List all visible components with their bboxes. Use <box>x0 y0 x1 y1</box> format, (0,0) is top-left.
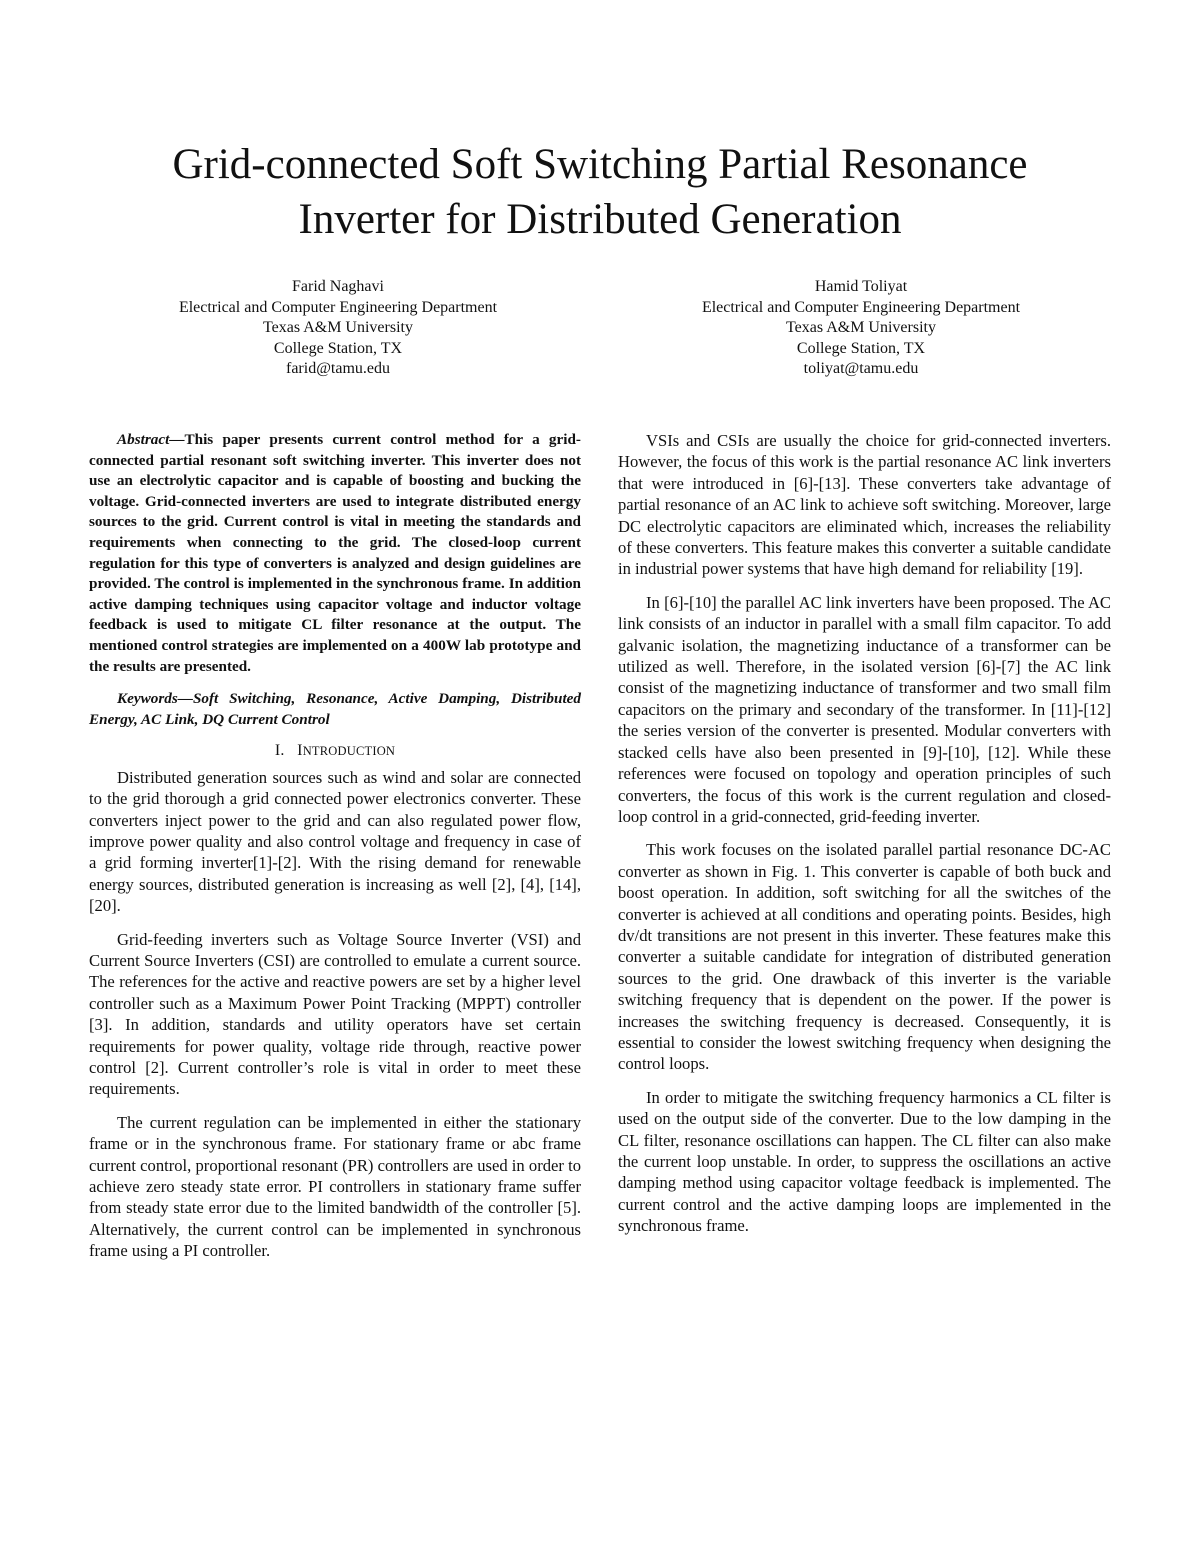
body-paragraph: The current regulation can be implemented in either the stationary frame or in the synchronous frame. For stationary frame or abc frame current control, proportional resonant (PR) controllers are used in order to achieve zero steady state error. PI controllers in stationary frame suffer from steady state error due to the limited bandwidth of the controller [5]. Alternatively, the current control can be implemented in synchronous frame using a PI controller. <box>89 1112 581 1261</box>
section-heading <box>89 740 581 762</box>
body-paragraph: Distributed generation sources such as wind and solar are connected to the grid thorough a grid connected power electronics converter. These converters inject power to the grid and can also regulated power flow, improve power quality and also control voltage and frequency in case of a grid forming inverter[1]-[2]. With the rising demand for renewable energy sources, distributed generation is increasing as well [2], [4], [14], [20]. <box>89 767 581 916</box>
author-university: Texas A&M University <box>263 319 413 336</box>
author-block-1 <box>58 277 618 380</box>
body-paragraph: VSIs and CSIs are usually the choice for grid-connected inverters. However, the focus of this work is the partial resonance AC link inverters that were introduced in [6]-[13]. These converters take advantage of partial resonance of an AC link to achieve soft switching. Moreover, large DC electrolytic capacitors are eliminated which, increases the reliability of these converters. This feature makes this converter a suitable candidate in industrial power systems that have high demand for reliability [19]. <box>618 431 1111 579</box>
author-name: Hamid Toliyat <box>814 278 908 295</box>
body-paragraph: In [6]-[10] the parallel AC link inverters have been proposed. The AC link consists of an inductor in parallel with a small film capacitor. To add galvanic isolation, the magnetizing inductance of a transformer can be utilized as well. Therefore, in the isolated version [6]-[7] the AC link consist of the magnetizing inductance of transformer and two small film capacitors on the primary and secondary of the transformer. In [11]-[12] the series version of the converter is presented. Modular converters with stacked cells have also been presented in [9]-[10], [12]. While these references were focused on topology and operation principles of such converters, the focus of this work is the current regulation and closed-loop control in a grid-connected, grid-feeding inverter. <box>618 592 1111 826</box>
abstract <box>89 430 581 677</box>
section-title-rest: NTRODUCTION <box>302 744 396 759</box>
keywords-text: Soft Switching, Resonance, Active Damping, Distributed Energy, AC Link, DQ Current Control <box>89 690 581 728</box>
author-name: Farid Naghavi <box>292 278 384 295</box>
title-line-1: Grid-connected Soft Switching Partial Resonance <box>172 140 1028 188</box>
author-location: College Station, TX <box>273 339 403 357</box>
author-department: Electrical and Computer Engineering Department <box>178 298 498 316</box>
author-email: toliyat@tamu.edu <box>803 360 919 377</box>
author-department: Electrical and Computer Engineering Department <box>701 298 1021 316</box>
abstract-text: This paper presents current control method for a grid-connected partial resonant soft switching inverter. This inverter does not use an electrolytic capacitor and is capable of boosting and bucking the voltage. Grid-connected inverters are used to integrate distributed energy sources to the grid. Current control is vital in meeting the standards and requirements when connecting to the grid. The closed-loop current regulation for this type of converters is analyzed and design guidelines are provided. The control is implemented in the synchronous frame. In addition active damping techniques using capacitor voltage and inductor voltage feedback is used to mitigate CL filter resonance at the output. The mentioned control strategies are implemented on a 400W lab prototype and the results are presented. <box>89 431 581 675</box>
body-paragraph: In order to mitigate the switching frequency harmonics a CL filter is used on the output side of the converter. Due to the low damping in the CL filter, resonance oscillations can happen. The CL filter can also make the current loop unstable. In order, to suppress the oscillations an active damping method using capacitor voltage feedback is implemented. The current control and the active damping loops are implemented in the synchronous frame. <box>618 1087 1111 1236</box>
author-email: farid@tamu.edu <box>285 360 391 377</box>
paper-title <box>60 137 1140 247</box>
body-paragraph: This work focuses on the isolated parallel partial resonance DC-AC converter as shown in Fig. 1. This converter is capable of both buck and boost operation. In addition, soft switching for all the switches of the converter is achieved at all conditions and operating points. Besides, high dv/dt transitions are not present in this inverter. These features make this converter a suitable candidate for integration of distributed generation sources to the grid. One drawback of this inverter is the variable switching frequency that is dependent on the power. If the power is increases the switching frequency is decreased. Consequently, it is essential to consider the lowest switching frequency when designing the control loops. <box>618 840 1111 1074</box>
left-column <box>89 430 581 1274</box>
section-number: I. <box>274 742 285 760</box>
abstract-label: Abstract— <box>117 431 185 448</box>
title-line-2: Inverter for Distributed Generation <box>298 195 902 243</box>
author-location: College Station, TX <box>796 339 926 357</box>
keywords <box>89 689 581 730</box>
body-paragraph: Grid-feeding inverters such as Voltage Source Inverter (VSI) and Current Source Inverters (CSI) are controlled to emulate a current source. The references for the active and reactive powers are set by a higher level controller such as a Maximum Power Point Tracking (MPPT) controller [3]. In addition, standards and utility operators have set certain requirements for power quality, voltage ride through, reactive power control [2]. Current controller’s role is vital in order to meet these requirements. <box>89 929 581 1099</box>
section-title-initial: I <box>297 742 303 760</box>
author-block-2 <box>581 277 1141 380</box>
keywords-label: Keywords— <box>117 690 193 708</box>
right-column <box>618 430 1111 1249</box>
author-university: Texas A&M University <box>786 319 936 336</box>
